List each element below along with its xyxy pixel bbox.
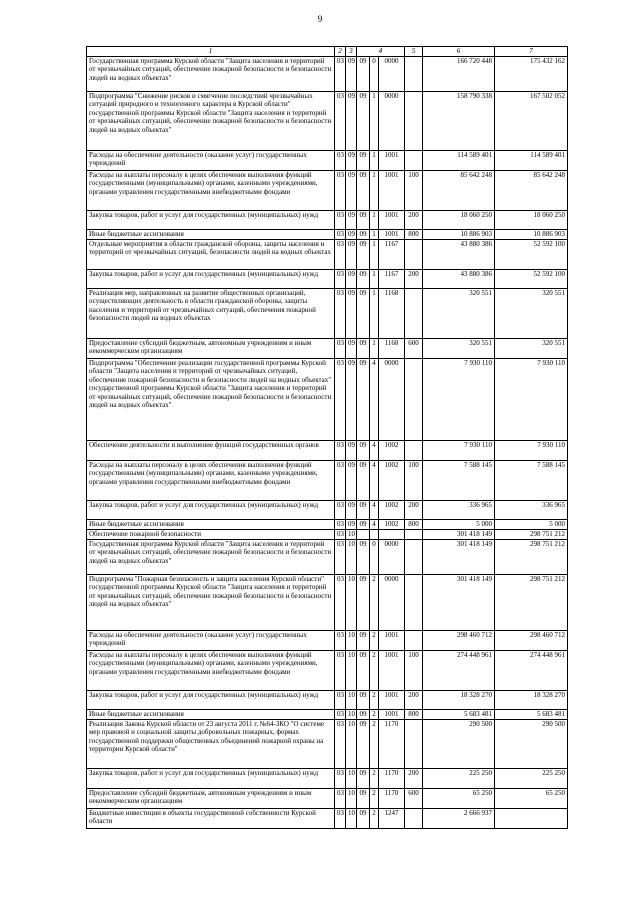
row-amount-col6: 225 250 <box>423 769 495 789</box>
header-col-5: 5 <box>405 47 423 57</box>
row-amount-col6: 18 060 250 <box>423 211 495 230</box>
row-subprogram-cell: 1 <box>370 171 379 211</box>
table-row <box>87 240 568 270</box>
row-name-cell: Закупка товаров, работ и услуг для государственных (муниципальных) нужд <box>87 769 335 789</box>
row-section-cell: 03 <box>335 240 346 270</box>
row-subsection-cell: 09 <box>346 270 357 289</box>
row-subsection-cell: 09 <box>346 151 357 171</box>
row-program-cell: 09 <box>357 520 370 530</box>
row-subprogram-cell: 1 <box>370 289 379 339</box>
row-subsection-cell: 10 <box>346 631 357 651</box>
table-row <box>87 575 568 631</box>
row-program-cell: 09 <box>357 270 370 289</box>
row-section-cell: 03 <box>335 631 346 651</box>
row-amount-col7: 114 589 401 <box>495 151 568 171</box>
row-amount-col7: 65 250 <box>495 789 568 809</box>
row-name-cell: Закупка товаров, работ и услуг для государственных (муниципальных) нужд <box>87 691 335 710</box>
row-program-cell: 09 <box>357 151 370 171</box>
row-subprogram-cell: 4 <box>370 441 379 461</box>
row-subsection-cell: 09 <box>346 441 357 461</box>
table-row <box>87 289 568 339</box>
row-expense-type-cell: 800 <box>405 520 423 530</box>
row-direction-cell: 1167 <box>379 270 405 289</box>
row-section-cell: 03 <box>335 769 346 789</box>
table-row <box>87 92 568 151</box>
row-direction-cell: 1167 <box>379 240 405 270</box>
row-program-cell: 09 <box>357 441 370 461</box>
row-section-cell: 03 <box>335 520 346 530</box>
row-section-cell: 03 <box>335 461 346 501</box>
row-section-cell: 03 <box>335 809 346 829</box>
row-subsection-cell: 10 <box>346 789 357 809</box>
table-row <box>87 530 568 540</box>
row-program-cell: 09 <box>357 501 370 520</box>
row-subprogram-cell: 1 <box>370 92 379 151</box>
row-subsection-cell: 09 <box>346 230 357 240</box>
row-program-cell: 09 <box>357 359 370 441</box>
row-name-cell: Закупка товаров, работ и услуг для государственных (муниципальных) нужд <box>87 211 335 230</box>
row-direction-cell: 1001 <box>379 651 405 691</box>
header-col-1: 1 <box>87 47 335 57</box>
row-program-cell: 09 <box>357 211 370 230</box>
row-expense-type-cell <box>405 441 423 461</box>
row-amount-col7: 7 588 145 <box>495 461 568 501</box>
row-direction-cell: 1001 <box>379 230 405 240</box>
row-name-cell: Реализация Закона Курской области от 23 августа 2011 г. №64-ЗКО "О системе мер правовой и социальной защиты добровольных пожарных, формах государственной поддержки общественных объединений пожарной охраны на территории Курской области" <box>87 720 335 769</box>
row-section-cell: 03 <box>335 57 346 92</box>
row-direction-cell: 0000 <box>379 359 405 441</box>
row-subprogram-cell: 4 <box>370 520 379 530</box>
row-expense-type-cell: 200 <box>405 691 423 710</box>
row-amount-col6: 158 790 338 <box>423 92 495 151</box>
row-amount-col7: 7 930 110 <box>495 359 568 441</box>
row-subsection-cell: 09 <box>346 240 357 270</box>
table-row <box>87 809 568 829</box>
row-direction-cell: 0000 <box>379 92 405 151</box>
row-amount-col7: 320 551 <box>495 339 568 359</box>
row-direction-cell: 0000 <box>379 540 405 575</box>
row-program-cell: 09 <box>357 461 370 501</box>
row-program-cell: 09 <box>357 809 370 829</box>
row-subprogram-cell: 1 <box>370 211 379 230</box>
row-subsection-cell: 10 <box>346 769 357 789</box>
row-program-cell: 09 <box>357 339 370 359</box>
row-subsection-cell: 09 <box>346 57 357 92</box>
row-amount-col7: 290 500 <box>495 720 568 769</box>
row-amount-col6: 320 551 <box>423 339 495 359</box>
table-row <box>87 359 568 441</box>
row-expense-type-cell <box>405 540 423 575</box>
row-amount-col7: 18 328 270 <box>495 691 568 710</box>
row-subprogram-cell: 1 <box>370 151 379 171</box>
row-subprogram-cell: 2 <box>370 710 379 720</box>
row-direction-cell: 1002 <box>379 441 405 461</box>
row-subsection-cell: 09 <box>346 461 357 501</box>
budget-table <box>86 46 568 829</box>
row-program-cell: 09 <box>357 789 370 809</box>
row-amount-col7 <box>495 809 568 829</box>
row-expense-type-cell: 800 <box>405 710 423 720</box>
row-program-cell: 09 <box>357 691 370 710</box>
row-expense-type-cell <box>405 240 423 270</box>
row-name-cell: Расходы на выплаты персоналу в целях обеспечения выполнения функций государственными (муниципальными) органами, казенными учреждениями, органами управления государственными внебюджетными фондами <box>87 171 335 211</box>
row-subprogram-cell: 2 <box>370 691 379 710</box>
row-section-cell: 03 <box>335 710 346 720</box>
row-expense-type-cell: 200 <box>405 769 423 789</box>
row-name-cell: Государственная программа Курской области "Защита населения и территорий от чрезвычайных ситуаций, обеспечение пожарной безопасности и безопасности людей на водных объектах" <box>87 57 335 92</box>
table-row <box>87 631 568 651</box>
row-expense-type-cell <box>405 151 423 171</box>
row-section-cell: 03 <box>335 211 346 230</box>
row-amount-col6: 301 418 149 <box>423 540 495 575</box>
row-subsection-cell: 10 <box>346 530 357 540</box>
row-name-cell: Предоставление субсидий бюджетным, автономным учреждениям и иным некоммерческим организациям <box>87 789 335 809</box>
row-direction-cell: 1168 <box>379 339 405 359</box>
row-program-cell: 09 <box>357 575 370 631</box>
row-amount-col6: 166 720 448 <box>423 57 495 92</box>
row-subprogram-cell: 2 <box>370 720 379 769</box>
row-expense-type-cell <box>405 57 423 92</box>
row-name-cell: Иные бюджетные ассигнования <box>87 520 335 530</box>
row-subprogram-cell: 1 <box>370 240 379 270</box>
row-name-cell: Предоставление субсидий бюджетным, автономным учреждениям и иным некоммерческим организациям <box>87 339 335 359</box>
row-subsection-cell: 10 <box>346 691 357 710</box>
row-amount-col7: 18 060 250 <box>495 211 568 230</box>
table-row <box>87 441 568 461</box>
table-row <box>87 230 568 240</box>
row-section-cell: 03 <box>335 501 346 520</box>
row-subsection-cell: 09 <box>346 520 357 530</box>
row-name-cell: Расходы на обеспечение деятельности (оказание услуг) государственных учреждений <box>87 631 335 651</box>
row-direction-cell: 1168 <box>379 289 405 339</box>
row-amount-col6: 298 460 712 <box>423 631 495 651</box>
row-section-cell: 03 <box>335 270 346 289</box>
row-amount-col6: 10 886 903 <box>423 230 495 240</box>
row-name-cell: Государственная программа Курской области "Защита населения и территорий от чрезвычайных ситуаций, обеспечение пожарной безопасности и безопасности людей на водных объектах" <box>87 540 335 575</box>
table-row <box>87 520 568 530</box>
page-number: 9 <box>317 14 323 24</box>
row-expense-type-cell: 200 <box>405 501 423 520</box>
row-amount-col6: 274 448 961 <box>423 651 495 691</box>
row-program-cell: 09 <box>357 289 370 339</box>
row-section-cell: 03 <box>335 441 346 461</box>
row-section-cell: 03 <box>335 230 346 240</box>
row-amount-col7: 52 592 100 <box>495 270 568 289</box>
header-col-7: 7 <box>495 47 568 57</box>
row-name-cell: Подпрограмма "Пожарная безопасность и защита населения Курской области" государственной программы Курской области "Защита населения и территорий от чрезвычайных ситуаций, обеспечение пожарной безопасности и безопасности людей на водных объектах" <box>87 575 335 631</box>
row-section-cell: 03 <box>335 359 346 441</box>
row-amount-col7: 167 502 052 <box>495 92 568 151</box>
row-amount-col6: 290 500 <box>423 720 495 769</box>
table-row <box>87 57 568 92</box>
row-subprogram-cell: 2 <box>370 809 379 829</box>
row-direction-cell: 1001 <box>379 691 405 710</box>
row-amount-col7: 274 448 961 <box>495 651 568 691</box>
row-subsection-cell: 10 <box>346 720 357 769</box>
row-subsection-cell: 09 <box>346 171 357 211</box>
row-program-cell <box>357 530 370 540</box>
row-expense-type-cell <box>405 809 423 829</box>
header-col-4: 4 <box>357 47 405 57</box>
row-amount-col6: 114 589 401 <box>423 151 495 171</box>
row-direction-cell: 0000 <box>379 575 405 631</box>
table-row <box>87 540 568 575</box>
row-subsection-cell: 09 <box>346 359 357 441</box>
table-row <box>87 461 568 501</box>
row-amount-col6: 7 930 110 <box>423 441 495 461</box>
row-amount-col6: 85 642 248 <box>423 171 495 211</box>
row-name-cell: Иные бюджетные ассигнования <box>87 710 335 720</box>
row-amount-col6: 65 250 <box>423 789 495 809</box>
row-subprogram-cell: 4 <box>370 461 379 501</box>
row-subprogram-cell: 1 <box>370 270 379 289</box>
row-section-cell: 03 <box>335 289 346 339</box>
row-amount-col6: 320 551 <box>423 289 495 339</box>
row-expense-type-cell <box>405 720 423 769</box>
row-subsection-cell: 10 <box>346 575 357 631</box>
row-amount-col7: 336 965 <box>495 501 568 520</box>
row-subprogram-cell: 2 <box>370 651 379 691</box>
row-subprogram-cell: 2 <box>370 789 379 809</box>
row-section-cell: 03 <box>335 92 346 151</box>
table-row <box>87 651 568 691</box>
row-subprogram-cell: 0 <box>370 57 379 92</box>
row-amount-col7: 5 000 <box>495 520 568 530</box>
row-expense-type-cell <box>405 631 423 651</box>
row-subprogram-cell: 1 <box>370 339 379 359</box>
row-amount-col7: 52 592 100 <box>495 240 568 270</box>
row-amount-col7: 320 551 <box>495 289 568 339</box>
row-name-cell: Расходы на выплаты персоналу в целях обеспечения выполнения функций государственными (муниципальными) органами, казенными учреждениями, органами управления государственными внебюджетными фондами <box>87 651 335 691</box>
row-program-cell: 09 <box>357 769 370 789</box>
header-col-2: 2 <box>335 47 346 57</box>
row-direction-cell: 1001 <box>379 211 405 230</box>
row-expense-type-cell: 100 <box>405 461 423 501</box>
row-subsection-cell: 10 <box>346 651 357 691</box>
table-row <box>87 270 568 289</box>
row-direction-cell: 1002 <box>379 501 405 520</box>
row-expense-type-cell: 100 <box>405 171 423 211</box>
row-section-cell: 03 <box>335 151 346 171</box>
row-direction-cell: 1002 <box>379 461 405 501</box>
row-expense-type-cell <box>405 575 423 631</box>
row-section-cell: 03 <box>335 530 346 540</box>
row-subsection-cell: 10 <box>346 710 357 720</box>
row-expense-type-cell <box>405 92 423 151</box>
row-program-cell: 09 <box>357 631 370 651</box>
row-expense-type-cell: 800 <box>405 230 423 240</box>
row-amount-col6: 18 328 270 <box>423 691 495 710</box>
row-amount-col7: 7 930 110 <box>495 441 568 461</box>
table-row <box>87 769 568 789</box>
row-subprogram-cell: 2 <box>370 631 379 651</box>
table-row <box>87 789 568 809</box>
row-expense-type-cell: 100 <box>405 651 423 691</box>
row-expense-type-cell: 200 <box>405 270 423 289</box>
row-subsection-cell: 09 <box>346 289 357 339</box>
row-subsection-cell: 10 <box>346 540 357 575</box>
row-expense-type-cell <box>405 289 423 339</box>
row-expense-type-cell: 600 <box>405 339 423 359</box>
row-direction-cell: 1170 <box>379 789 405 809</box>
row-section-cell: 03 <box>335 789 346 809</box>
table-row <box>87 720 568 769</box>
row-program-cell: 09 <box>357 230 370 240</box>
row-subsection-cell: 09 <box>346 92 357 151</box>
table-row <box>87 691 568 710</box>
row-section-cell: 03 <box>335 651 346 691</box>
row-program-cell: 09 <box>357 720 370 769</box>
row-section-cell: 03 <box>335 575 346 631</box>
row-name-cell: Подпрограмма "Обеспечение реализации государственной программы Курской области "Защита населения и территорий от чрезвычайных ситуаций, обеспечение пожарной безопасности и безопасности людей на водных объектах" государственной программы Курской области "Защита населения и территорий от чрезвычайных ситуаций, обеспечение пожарной безопасности и безопасности людей на водных объектах" <box>87 359 335 441</box>
row-subprogram-cell: 4 <box>370 359 379 441</box>
row-program-cell: 09 <box>357 240 370 270</box>
table-row <box>87 501 568 520</box>
row-amount-col6: 336 965 <box>423 501 495 520</box>
row-amount-col6: 5 683 481 <box>423 710 495 720</box>
row-expense-type-cell: 200 <box>405 211 423 230</box>
row-amount-col6: 301 418 149 <box>423 575 495 631</box>
row-amount-col7: 225 250 <box>495 769 568 789</box>
row-amount-col6: 7 930 110 <box>423 359 495 441</box>
row-section-cell: 03 <box>335 171 346 211</box>
row-name-cell: Бюджетные инвестиции в объекты государственной собственности Курской области <box>87 809 335 829</box>
row-amount-col7: 175 432 162 <box>495 57 568 92</box>
row-name-cell: Подпрограмма "Снижение рисков и смягчение последствий чрезвычайных ситуаций природного и техногенного характера в Курской области" государственной программы Курской области "Защита населения и территорий от чрезвычайных ситуаций, обеспечение пожарной безопасности и безопасности людей на водных объектах" <box>87 92 335 151</box>
row-program-cell: 09 <box>357 57 370 92</box>
row-direction-cell: 1001 <box>379 631 405 651</box>
row-amount-col7: 85 642 248 <box>495 171 568 211</box>
row-subprogram-cell <box>370 530 379 540</box>
row-subprogram-cell: 1 <box>370 230 379 240</box>
row-direction-cell: 1001 <box>379 710 405 720</box>
row-amount-col6: 5 000 <box>423 520 495 530</box>
row-amount-col6: 43 880 386 <box>423 240 495 270</box>
table-row <box>87 151 568 171</box>
row-section-cell: 03 <box>335 720 346 769</box>
row-direction-cell: 1001 <box>379 171 405 211</box>
row-amount-col6: 301 418 149 <box>423 530 495 540</box>
row-direction-cell: 1170 <box>379 720 405 769</box>
row-subsection-cell: 09 <box>346 339 357 359</box>
row-section-cell: 03 <box>335 339 346 359</box>
row-amount-col7: 10 886 903 <box>495 230 568 240</box>
row-subprogram-cell: 2 <box>370 575 379 631</box>
row-name-cell: Обеспечение деятельности и выполнение функций государственных органов <box>87 441 335 461</box>
row-direction-cell: 1247 <box>379 809 405 829</box>
row-expense-type-cell: 600 <box>405 789 423 809</box>
row-amount-col6: 2 666 937 <box>423 809 495 829</box>
row-subprogram-cell: 0 <box>370 540 379 575</box>
row-program-cell: 09 <box>357 92 370 151</box>
row-name-cell: Иные бюджетные ассигнования <box>87 230 335 240</box>
row-amount-col6: 7 588 145 <box>423 461 495 501</box>
table-row <box>87 339 568 359</box>
row-amount-col7: 298 751 212 <box>495 575 568 631</box>
header-col-6: 6 <box>423 47 495 57</box>
row-name-cell: Отдельные мероприятия в области гражданской обороны, защиты населения и территорий от чрезвычайных ситуаций, безопасности людей на водных объектах <box>87 240 335 270</box>
row-section-cell: 03 <box>335 691 346 710</box>
row-amount-col6: 43 880 386 <box>423 270 495 289</box>
row-expense-type-cell <box>405 530 423 540</box>
row-name-cell: Реализация мер, направленных на развитие общественных организаций, осуществляющих деятельность в области гражданской обороны, защиты населения и территорий от чрезвычайных ситуаций, обеспечения пожарной безопасности людей на водных объектах <box>87 289 335 339</box>
row-name-cell: Обеспечение пожарной безопасности <box>87 530 335 540</box>
header-col-3: 3 <box>346 47 357 57</box>
row-name-cell: Расходы на обеспечение деятельности (оказание услуг) государственных учреждений <box>87 151 335 171</box>
row-direction-cell: 0000 <box>379 57 405 92</box>
table-row <box>87 171 568 211</box>
row-amount-col7: 298 460 712 <box>495 631 568 651</box>
row-subprogram-cell: 4 <box>370 501 379 520</box>
row-name-cell: Закупка товаров, работ и услуг для государственных (муниципальных) нужд <box>87 270 335 289</box>
table-row <box>87 211 568 230</box>
row-expense-type-cell <box>405 359 423 441</box>
row-amount-col7: 5 683 481 <box>495 710 568 720</box>
row-section-cell: 03 <box>335 540 346 575</box>
row-program-cell: 09 <box>357 651 370 691</box>
row-program-cell: 09 <box>357 171 370 211</box>
row-program-cell: 09 <box>357 710 370 720</box>
table-row <box>87 710 568 720</box>
row-amount-col7: 298 751 212 <box>495 540 568 575</box>
row-direction-cell <box>379 530 405 540</box>
row-name-cell: Закупка товаров, работ и услуг для государственных (муниципальных) нужд <box>87 501 335 520</box>
row-subsection-cell: 09 <box>346 211 357 230</box>
row-amount-col7: 298 751 212 <box>495 530 568 540</box>
row-subsection-cell: 10 <box>346 809 357 829</box>
row-name-cell: Расходы на выплаты персоналу в целях обеспечения выполнения функций государственными (муниципальными) органами, казенными учреждениями, органами управления государственными внебюджетными фондами <box>87 461 335 501</box>
row-direction-cell: 1001 <box>379 151 405 171</box>
row-subprogram-cell: 2 <box>370 769 379 789</box>
table-header-row <box>87 47 568 57</box>
row-direction-cell: 1002 <box>379 520 405 530</box>
row-subsection-cell: 09 <box>346 501 357 520</box>
row-direction-cell: 1170 <box>379 769 405 789</box>
row-program-cell: 09 <box>357 540 370 575</box>
